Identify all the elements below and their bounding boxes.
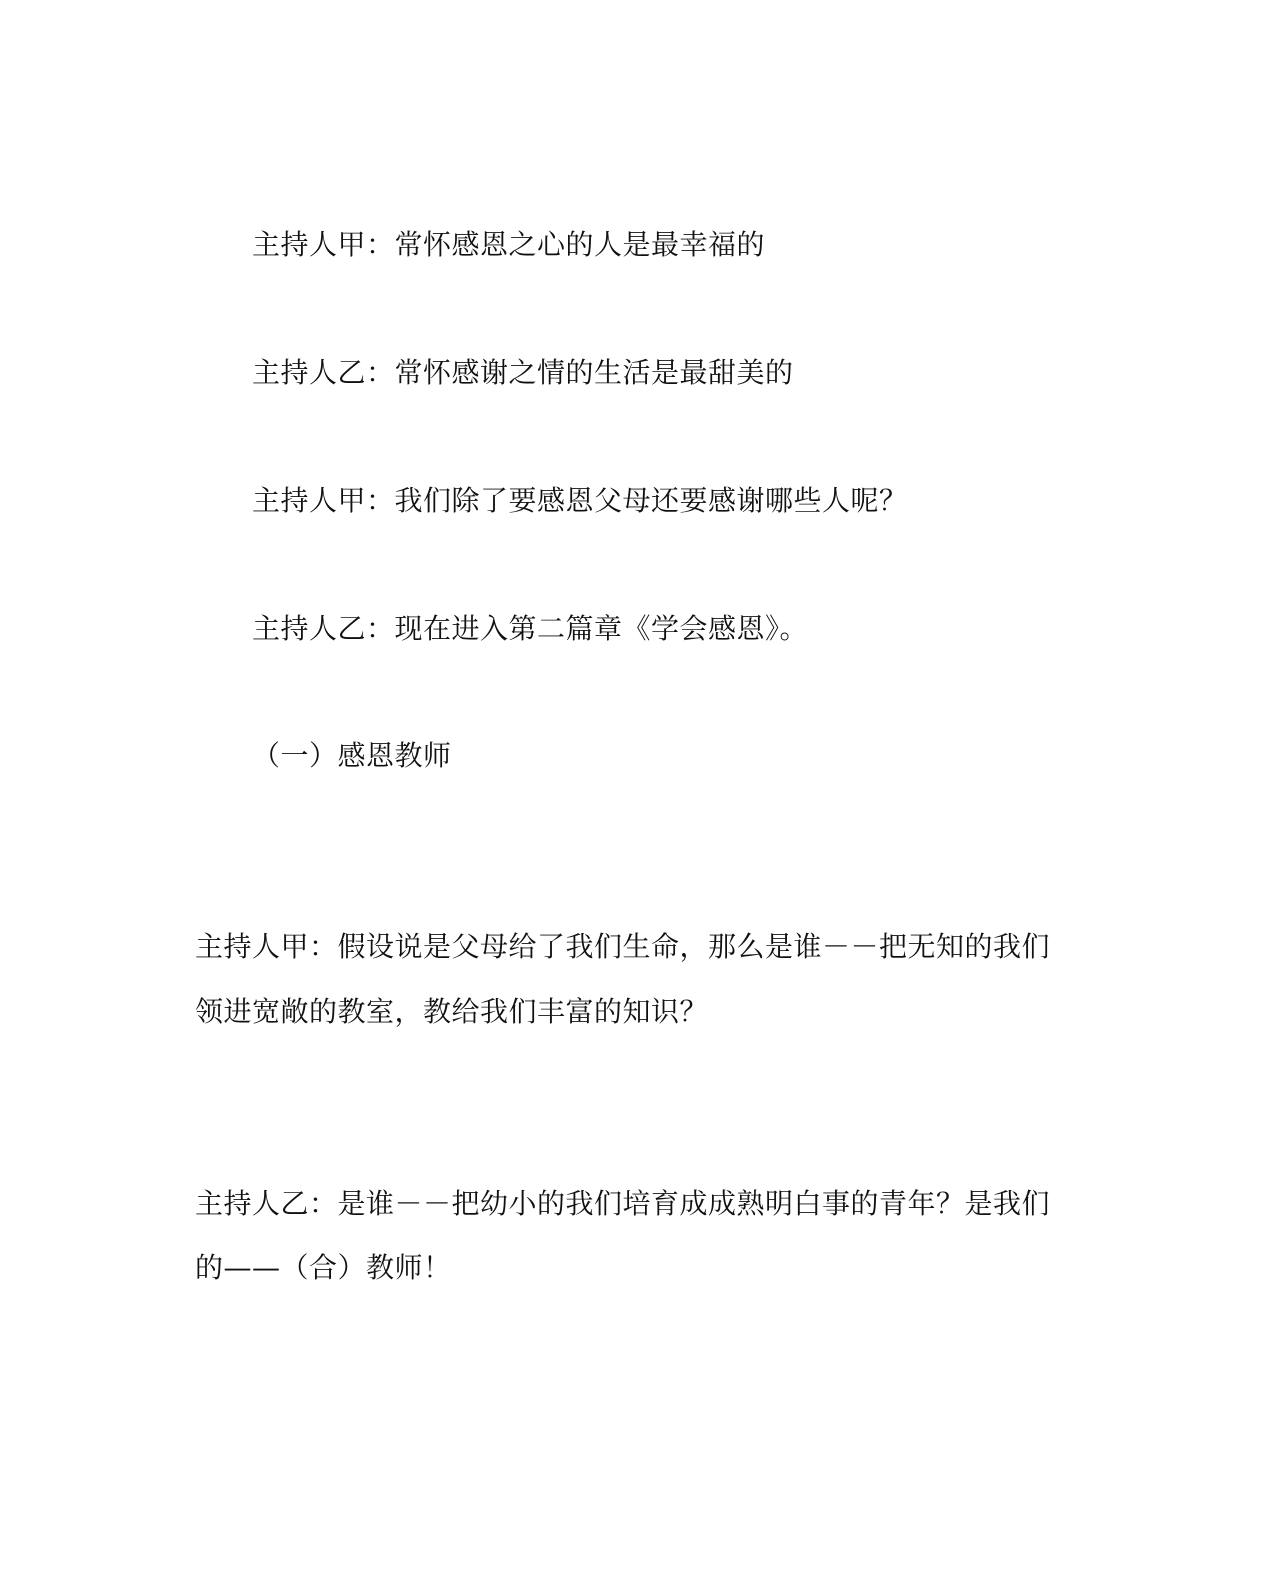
dialogue-line: 主持人甲：常怀感恩之心的人是最幸福的 [252,228,766,261]
paragraph-line: 主持人乙：是谁－－把幼小的我们培育成成熟明白事的青年？是我们 [195,1187,1051,1220]
dialogue-line: 主持人乙：现在进入第二篇章《学会感恩》。 [252,612,809,645]
dialogue-line: 主持人甲：我们除了要感恩父母还要感谢哪些人呢？ [252,484,908,517]
section-heading: （一）感恩教师 [252,739,452,772]
paragraph-line: 的——（合）教师！ [195,1251,452,1284]
paragraph-line: 领进宽敞的教室，教给我们丰富的知识？ [195,995,709,1028]
paragraph-line: 主持人甲：假设说是父母给了我们生命，那么是谁－－把无知的我们 [195,930,1051,963]
dialogue-line: 主持人乙：常怀感谢之情的生活是最甜美的 [252,356,794,389]
